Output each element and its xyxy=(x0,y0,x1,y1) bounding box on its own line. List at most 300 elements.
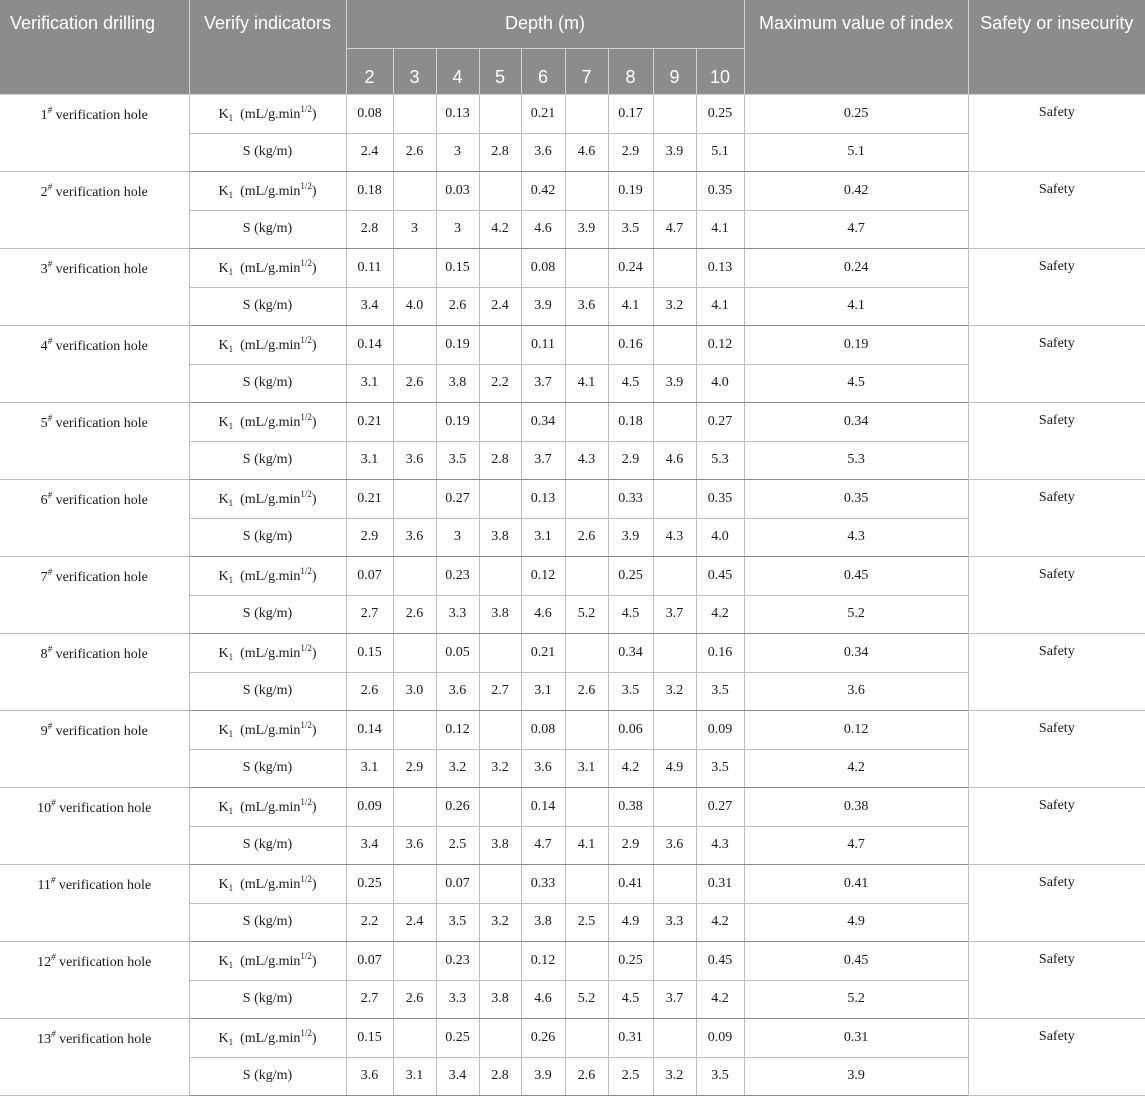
s-value-cell: 2.5 xyxy=(565,903,608,942)
status-cell: Safety xyxy=(968,172,1145,249)
k1-value-cell xyxy=(653,865,696,904)
k1-value-cell: 0.38 xyxy=(608,788,653,827)
status-cell: Safety xyxy=(968,326,1145,403)
k1-value-cell: 0.12 xyxy=(521,942,565,981)
hole-mark: # xyxy=(51,798,56,808)
indicator-s-cell: S (kg/m) xyxy=(189,210,346,249)
s-value-cell: 5.3 xyxy=(696,441,744,480)
s-value-cell: 3.6 xyxy=(393,441,436,480)
hole-name-cell xyxy=(0,634,189,711)
k1-value-cell xyxy=(479,711,521,750)
k1-value-cell: 0.42 xyxy=(521,172,565,211)
k1-letter: K xyxy=(218,1031,229,1047)
k1-value-cell: 0.15 xyxy=(346,634,393,673)
k1-exponent: 1/2 xyxy=(300,335,312,346)
k1-value-cell: 0.07 xyxy=(436,865,479,904)
status-cell: Safety xyxy=(968,634,1145,711)
k1-value-cell xyxy=(565,403,608,442)
k1-subscript: 1 xyxy=(228,421,234,432)
k1-subscript: 1 xyxy=(228,806,234,817)
table-row-k1 xyxy=(0,249,1145,288)
k1-value-cell xyxy=(565,788,608,827)
k1-value-cell: 0.13 xyxy=(436,95,479,134)
k1-exponent: 1/2 xyxy=(300,566,312,577)
s-value-cell: 3.9 xyxy=(521,1057,565,1096)
s-value-cell: 3.3 xyxy=(436,980,479,1019)
s-value-cell: 3.5 xyxy=(436,441,479,480)
k1-exponent: 1/2 xyxy=(300,412,312,423)
k1-value-cell xyxy=(565,249,608,288)
hole-mark: # xyxy=(47,413,53,423)
s-value-cell: 2.8 xyxy=(479,1057,521,1096)
k1-unit: (mL/g.min xyxy=(240,646,301,662)
k1-exponent: 1/2 xyxy=(300,874,312,885)
k1-value-cell xyxy=(479,480,521,519)
depth-col-header: 2 xyxy=(346,49,393,95)
k1-value-cell: 0.25 xyxy=(436,1019,479,1058)
table-row-k1 xyxy=(0,95,1145,134)
s-value-cell: 3.6 xyxy=(393,826,436,865)
k1-value-cell: 0.14 xyxy=(346,326,393,365)
k1-value-cell xyxy=(479,557,521,596)
indicator-k1-cell xyxy=(189,865,346,904)
s-value-cell: 4.9 xyxy=(608,903,653,942)
indicator-k1-cell xyxy=(189,172,346,211)
s-max-cell: 3.6 xyxy=(744,672,968,711)
k1-value-cell: 0.26 xyxy=(436,788,479,827)
k1-exponent: 1/2 xyxy=(300,489,312,500)
s-value-cell: 2.6 xyxy=(393,980,436,1019)
k1-value-cell: 0.03 xyxy=(436,172,479,211)
indicator-k1-cell xyxy=(189,788,346,827)
k1-value-cell: 0.11 xyxy=(521,326,565,365)
hole-mark: # xyxy=(47,182,53,192)
k1-unit: (mL/g.min xyxy=(240,1031,301,1047)
hole-mark: # xyxy=(47,644,53,654)
k1-value-cell: 0.21 xyxy=(346,480,393,519)
k1-value-cell: 0.19 xyxy=(608,172,653,211)
k1-unit: (mL/g.min xyxy=(240,261,301,277)
k1-value-cell: 0.45 xyxy=(696,942,744,981)
s-value-cell: 4.2 xyxy=(608,749,653,788)
k1-value-cell: 0.31 xyxy=(696,865,744,904)
s-value-cell: 2.6 xyxy=(565,672,608,711)
k1-value-cell xyxy=(393,480,436,519)
s-value-cell: 3.3 xyxy=(653,903,696,942)
s-value-cell: 3.7 xyxy=(521,441,565,480)
k1-value-cell: 0.12 xyxy=(696,326,744,365)
k1-value-cell: 0.21 xyxy=(346,403,393,442)
k1-max-cell: 0.35 xyxy=(744,480,968,519)
k1-letter: K xyxy=(218,877,229,893)
s-value-cell: 3.1 xyxy=(565,749,608,788)
k1-value-cell: 0.19 xyxy=(436,326,479,365)
k1-value-cell xyxy=(653,1019,696,1058)
table-body xyxy=(0,95,1145,1096)
k1-value-cell xyxy=(393,172,436,211)
s-value-cell: 2.7 xyxy=(346,980,393,1019)
status-cell: Safety xyxy=(968,711,1145,788)
k1-value-cell xyxy=(479,249,521,288)
k1-exponent: 1/2 xyxy=(300,797,312,808)
k1-letter: K xyxy=(218,261,229,277)
k1-subscript: 1 xyxy=(228,190,234,201)
status-cell: Safety xyxy=(968,480,1145,557)
k1-value-cell: 0.14 xyxy=(521,788,565,827)
s-value-cell: 3.2 xyxy=(479,903,521,942)
s-value-cell: 4.0 xyxy=(696,518,744,557)
k1-value-cell xyxy=(393,557,436,596)
k1-value-cell xyxy=(393,711,436,750)
hole-mark: # xyxy=(50,875,56,885)
k1-letter: K xyxy=(218,646,229,662)
k1-value-cell: 0.35 xyxy=(696,172,744,211)
k1-value-cell: 0.34 xyxy=(521,403,565,442)
k1-letter: K xyxy=(218,954,229,970)
k1-close: ) xyxy=(311,954,317,970)
indicator-s-cell: S (kg/m) xyxy=(189,672,346,711)
s-value-cell: 3.5 xyxy=(436,903,479,942)
k1-letter: K xyxy=(218,107,229,123)
k1-value-cell xyxy=(393,634,436,673)
indicator-k1-cell xyxy=(189,1019,346,1058)
k1-value-cell xyxy=(565,480,608,519)
depth-col-header: 7 xyxy=(565,49,608,95)
s-value-cell: 3.2 xyxy=(479,749,521,788)
hole-number: 4 xyxy=(40,339,48,354)
s-max-cell: 5.3 xyxy=(744,441,968,480)
indicator-k1-cell xyxy=(189,326,346,365)
s-value-cell: 3.5 xyxy=(696,749,744,788)
k1-unit: (mL/g.min xyxy=(240,107,301,123)
s-max-cell: 4.3 xyxy=(744,518,968,557)
k1-unit: (mL/g.min xyxy=(240,569,301,585)
s-max-cell: 4.5 xyxy=(744,364,968,403)
status-cell: Safety xyxy=(968,788,1145,865)
hole-number: 7 xyxy=(40,570,48,585)
k1-value-cell xyxy=(653,711,696,750)
s-value-cell: 4.5 xyxy=(608,980,653,1019)
k1-value-cell xyxy=(565,634,608,673)
hole-suffix: verification hole xyxy=(55,493,148,508)
s-value-cell: 4.1 xyxy=(565,826,608,865)
s-value-cell: 2.6 xyxy=(565,518,608,557)
status-cell: Safety xyxy=(968,403,1145,480)
s-value-cell: 2.2 xyxy=(346,903,393,942)
k1-value-cell xyxy=(653,249,696,288)
s-value-cell: 4.3 xyxy=(565,441,608,480)
hole-name-cell xyxy=(0,1019,189,1096)
k1-close: ) xyxy=(311,569,317,585)
header-verify-indicators: Verify indicators xyxy=(189,0,346,95)
s-value-cell: 3.1 xyxy=(346,364,393,403)
table-row-k1 xyxy=(0,1019,1145,1058)
s-value-cell: 3 xyxy=(436,210,479,249)
indicator-k1-cell xyxy=(189,480,346,519)
s-value-cell: 2.9 xyxy=(608,133,653,172)
s-value-cell: 3.9 xyxy=(653,364,696,403)
k1-value-cell xyxy=(479,172,521,211)
depth-col-header: 8 xyxy=(608,49,653,95)
k1-value-cell xyxy=(565,1019,608,1058)
k1-value-cell: 0.25 xyxy=(608,557,653,596)
hole-number: 2 xyxy=(40,185,48,200)
k1-value-cell: 0.18 xyxy=(346,172,393,211)
s-value-cell: 3.6 xyxy=(521,133,565,172)
indicator-k1-cell xyxy=(189,403,346,442)
depth-col-header: 9 xyxy=(653,49,696,95)
status-cell: Safety xyxy=(968,1019,1145,1096)
s-value-cell: 4.3 xyxy=(696,826,744,865)
k1-letter: K xyxy=(218,338,229,354)
hole-name-cell xyxy=(0,788,189,865)
table-row-k1 xyxy=(0,326,1145,365)
k1-value-cell: 0.16 xyxy=(696,634,744,673)
table-row-k1 xyxy=(0,480,1145,519)
s-value-cell: 3.8 xyxy=(436,364,479,403)
k1-value-cell xyxy=(565,942,608,981)
k1-value-cell: 0.11 xyxy=(346,249,393,288)
s-max-cell: 4.7 xyxy=(744,826,968,865)
depth-col-header: 10 xyxy=(696,49,744,95)
s-value-cell: 2.8 xyxy=(479,441,521,480)
header-depth: Depth (m) xyxy=(346,0,744,49)
k1-value-cell xyxy=(393,865,436,904)
s-value-cell: 4.5 xyxy=(608,364,653,403)
status-cell: Safety xyxy=(968,249,1145,326)
k1-value-cell: 0.23 xyxy=(436,942,479,981)
hole-number: 8 xyxy=(40,647,48,662)
k1-value-cell: 0.09 xyxy=(696,711,744,750)
indicator-s-cell: S (kg/m) xyxy=(189,287,346,326)
s-value-cell: 5.2 xyxy=(565,595,608,634)
s-max-cell: 5.1 xyxy=(744,133,968,172)
table-row-k1 xyxy=(0,172,1145,211)
hole-mark: # xyxy=(51,1029,56,1039)
k1-subscript: 1 xyxy=(228,883,234,894)
s-value-cell: 4.2 xyxy=(479,210,521,249)
s-value-cell: 3.9 xyxy=(608,518,653,557)
k1-value-cell xyxy=(653,480,696,519)
table-row-k1 xyxy=(0,403,1145,442)
k1-subscript: 1 xyxy=(228,1037,234,1048)
s-value-cell: 3.1 xyxy=(521,672,565,711)
k1-max-cell: 0.19 xyxy=(744,326,968,365)
k1-letter: K xyxy=(218,184,229,200)
k1-value-cell: 0.19 xyxy=(436,403,479,442)
hole-name-cell xyxy=(0,865,189,942)
k1-value-cell xyxy=(393,249,436,288)
s-value-cell: 3.8 xyxy=(479,826,521,865)
k1-value-cell: 0.07 xyxy=(346,557,393,596)
k1-value-cell: 0.05 xyxy=(436,634,479,673)
hole-mark: # xyxy=(47,336,53,346)
s-value-cell: 3.8 xyxy=(479,518,521,557)
k1-unit: (mL/g.min xyxy=(240,338,301,354)
k1-value-cell xyxy=(565,865,608,904)
indicator-k1-cell xyxy=(189,942,346,981)
s-value-cell: 3.1 xyxy=(393,1057,436,1096)
s-value-cell: 3.5 xyxy=(608,672,653,711)
k1-max-cell: 0.12 xyxy=(744,711,968,750)
k1-exponent: 1/2 xyxy=(300,1028,312,1039)
status-cell: Safety xyxy=(968,95,1145,172)
hole-mark: # xyxy=(51,952,56,962)
k1-value-cell: 0.33 xyxy=(521,865,565,904)
k1-value-cell: 0.34 xyxy=(608,634,653,673)
k1-close: ) xyxy=(311,723,317,739)
k1-value-cell: 0.13 xyxy=(521,480,565,519)
k1-subscript: 1 xyxy=(228,575,234,586)
k1-value-cell: 0.12 xyxy=(521,557,565,596)
k1-value-cell xyxy=(479,326,521,365)
s-value-cell: 4.6 xyxy=(521,210,565,249)
s-max-cell: 4.7 xyxy=(744,210,968,249)
k1-value-cell: 0.07 xyxy=(346,942,393,981)
k1-value-cell: 0.35 xyxy=(696,480,744,519)
k1-subscript: 1 xyxy=(228,113,234,124)
k1-value-cell: 0.31 xyxy=(608,1019,653,1058)
indicator-s-cell: S (kg/m) xyxy=(189,133,346,172)
k1-close: ) xyxy=(311,261,317,277)
k1-max-cell: 0.25 xyxy=(744,95,968,134)
indicator-k1-cell xyxy=(189,95,346,134)
k1-close: ) xyxy=(311,800,317,816)
hole-name-cell xyxy=(0,326,189,403)
hole-number: 6 xyxy=(40,493,48,508)
depth-col-header: 6 xyxy=(521,49,565,95)
k1-value-cell: 0.15 xyxy=(436,249,479,288)
k1-value-cell xyxy=(393,788,436,827)
k1-letter: K xyxy=(218,415,229,431)
s-value-cell: 2.9 xyxy=(393,749,436,788)
k1-value-cell: 0.12 xyxy=(436,711,479,750)
k1-value-cell xyxy=(479,942,521,981)
s-value-cell: 2.2 xyxy=(479,364,521,403)
s-value-cell: 3.1 xyxy=(346,749,393,788)
s-value-cell: 3.7 xyxy=(653,980,696,1019)
hole-name-cell xyxy=(0,95,189,172)
k1-value-cell: 0.24 xyxy=(608,249,653,288)
table-row-k1 xyxy=(0,942,1145,981)
k1-value-cell: 0.09 xyxy=(346,788,393,827)
k1-value-cell xyxy=(479,403,521,442)
k1-value-cell: 0.27 xyxy=(436,480,479,519)
s-value-cell: 2.6 xyxy=(393,364,436,403)
k1-value-cell: 0.17 xyxy=(608,95,653,134)
k1-value-cell xyxy=(653,326,696,365)
s-value-cell: 3.1 xyxy=(346,441,393,480)
indicator-s-cell: S (kg/m) xyxy=(189,826,346,865)
s-value-cell: 4.1 xyxy=(565,364,608,403)
s-value-cell: 3.6 xyxy=(346,1057,393,1096)
k1-max-cell: 0.41 xyxy=(744,865,968,904)
hole-name-cell xyxy=(0,480,189,557)
k1-value-cell xyxy=(653,557,696,596)
k1-value-cell xyxy=(479,865,521,904)
s-value-cell: 5.1 xyxy=(696,133,744,172)
hole-number: 10 xyxy=(37,801,52,816)
k1-value-cell xyxy=(653,788,696,827)
s-value-cell: 3.9 xyxy=(565,210,608,249)
k1-subscript: 1 xyxy=(228,652,234,663)
s-value-cell: 4.7 xyxy=(521,826,565,865)
k1-value-cell xyxy=(479,634,521,673)
k1-value-cell xyxy=(393,95,436,134)
k1-value-cell: 0.14 xyxy=(346,711,393,750)
s-value-cell: 4.9 xyxy=(653,749,696,788)
k1-letter: K xyxy=(218,492,229,508)
header-verification-drilling: Verification drilling xyxy=(0,0,189,95)
k1-close: ) xyxy=(311,184,317,200)
s-value-cell: 3.7 xyxy=(521,364,565,403)
k1-value-cell: 0.45 xyxy=(696,557,744,596)
s-value-cell: 3.2 xyxy=(653,1057,696,1096)
s-value-cell: 3.8 xyxy=(479,595,521,634)
s-value-cell: 2.7 xyxy=(479,672,521,711)
k1-value-cell xyxy=(653,403,696,442)
k1-value-cell: 0.25 xyxy=(696,95,744,134)
k1-value-cell: 0.08 xyxy=(346,95,393,134)
s-value-cell: 3.4 xyxy=(436,1057,479,1096)
k1-close: ) xyxy=(311,492,317,508)
s-value-cell: 3.1 xyxy=(521,518,565,557)
s-value-cell: 2.5 xyxy=(436,826,479,865)
k1-value-cell: 0.26 xyxy=(521,1019,565,1058)
hole-number: 9 xyxy=(40,724,48,739)
k1-value-cell xyxy=(565,95,608,134)
k1-max-cell: 0.38 xyxy=(744,788,968,827)
k1-max-cell: 0.45 xyxy=(744,942,968,981)
s-value-cell: 2.4 xyxy=(346,133,393,172)
s-value-cell: 2.9 xyxy=(608,826,653,865)
s-value-cell: 4.6 xyxy=(521,980,565,1019)
s-value-cell: 4.7 xyxy=(653,210,696,249)
k1-exponent: 1/2 xyxy=(300,258,312,269)
s-value-cell: 4.1 xyxy=(696,287,744,326)
s-value-cell: 2.6 xyxy=(393,133,436,172)
k1-exponent: 1/2 xyxy=(300,104,312,115)
hole-number: 13 xyxy=(37,1032,52,1047)
k1-max-cell: 0.42 xyxy=(744,172,968,211)
k1-value-cell: 0.27 xyxy=(696,403,744,442)
k1-close: ) xyxy=(311,338,317,354)
depth-col-header: 3 xyxy=(393,49,436,95)
k1-value-cell: 0.23 xyxy=(436,557,479,596)
s-value-cell: 3 xyxy=(436,518,479,557)
s-max-cell: 3.9 xyxy=(744,1057,968,1096)
s-value-cell: 3 xyxy=(436,133,479,172)
hole-name-cell xyxy=(0,557,189,634)
k1-max-cell: 0.31 xyxy=(744,1019,968,1058)
s-value-cell: 4.6 xyxy=(565,133,608,172)
hole-suffix: verification hole xyxy=(55,570,148,585)
k1-close: ) xyxy=(311,415,317,431)
status-cell: Safety xyxy=(968,557,1145,634)
s-value-cell: 4.3 xyxy=(653,518,696,557)
k1-max-cell: 0.24 xyxy=(744,249,968,288)
hole-suffix: verification hole xyxy=(59,1032,152,1047)
s-value-cell: 3.3 xyxy=(436,595,479,634)
indicator-s-cell: S (kg/m) xyxy=(189,980,346,1019)
status-cell: Safety xyxy=(968,865,1145,942)
s-max-cell: 4.9 xyxy=(744,903,968,942)
indicator-s-cell: S (kg/m) xyxy=(189,903,346,942)
k1-value-cell: 0.41 xyxy=(608,865,653,904)
hole-suffix: verification hole xyxy=(55,416,148,431)
k1-subscript: 1 xyxy=(228,498,234,509)
k1-value-cell xyxy=(393,942,436,981)
